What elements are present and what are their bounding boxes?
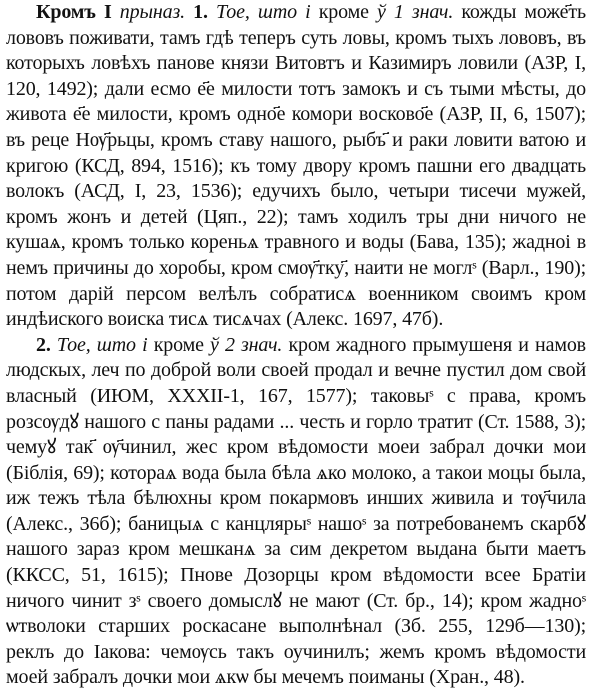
sense-ref-word: кроме (153, 333, 204, 356)
headword: Кромъ I (36, 1, 112, 23)
sense-2-paragraph (6, 333, 586, 691)
sense-quotations: кром жадного прымушеня и намов людскых, леч по доброй воли своей продал и вечне пустил дом свой власный (ИЮМ, XXXII-1, 167, 1577); таковыˢ с права, кромъ розсѹдꙋ нашого с паны радами ... честь и горло тратит (Ст. 1588, 3); чемуꙋ так҃ ѹ҃чинил, жес кром вѣдомости моеи забрал дочки мои (Біблія, 69); котораѧ вода была бѣла ѧко молоко, а такои моцы была, иж тежъ тѣла бѣлюхны кром покармовъ инших живила и тѹ҃чила (Алекс., 36б); баницыѧ с канцлярыˢ нашоˢ за потребованемъ скарбꙋ нашого зараз кром мешканѧ за сим декретом выдана быти маетъ (ККСС, 51, 1615); Пнове Дозорцы кром вѣдомости всее Братіи ничого чинит зˢ своего домыслꙋ не мают (Ст. бр., 14); кром жадноˢ ѡтволоки старших роскасане выполнѣнал (Зб. 255, 129б—130); реклъ до Іакова: чемѹсь такъ оучинилъ; жемъ кромъ вѣдомости моей забралъ дочки мои ѧкѡ бы мечемъ поиманы (Хран., 48). (6, 333, 586, 689)
sense-ref-mark: ў 1 знач. (377, 1, 454, 23)
sense-definition: Тое, што і (216, 1, 311, 23)
sense-ref-word: кроме (318, 1, 369, 23)
part-of-speech: прыназ. (119, 1, 185, 23)
sense-1-paragraph (6, 0, 586, 333)
sense-number: 1. (193, 1, 208, 23)
sense-quotations: кожды може҃ть лововъ поживати, тамъ гдѣ теперъ суть ловы, кромъ тыхъ лововъ, въ которыхъ ловѣхъ панове князи Витовтъ и Казимиръ ловили (АЗР, I, 120, 1492); дали есмо е҃е милости тотъ замокъ и съ тыми мѣсты, до живота е҃е милости, кромъ одно҃е комори восково҃е (АЗР, II, 6, 1507); въ реце Нѹ҃рьцы, кромъ ставу нашого, рыбъ҃ и раки ловити ватою и кригою (КСД, 894, 1516); къ тому двору кромъ пашни его двадцать волокъ (АСД, I, 23, 1536); едучихъ было, четыри тисечи мужей, кромъ жонъ и детей (Цяп., 22); тамъ ходилъ тры дни ничого не кушаѧ, кромъ только кореньѧ травного и воды (Бава, 135); жадноi в немъ причины до хоробы, кром смѹ҃тку҃, наити не моглˢ (Варл., 190); потом дарій персом велѣлъ собратисѧ военником своимъ кром индѣиского воиска тисѧ тисѧчах (Алекс. 1697, 47б). (6, 1, 586, 331)
sense-ref-mark: ў 2 знач. (210, 333, 283, 356)
sense-definition: Тое, што і (56, 333, 148, 356)
sense-number: 2. (36, 333, 51, 356)
dictionary-entry (6, 0, 586, 691)
